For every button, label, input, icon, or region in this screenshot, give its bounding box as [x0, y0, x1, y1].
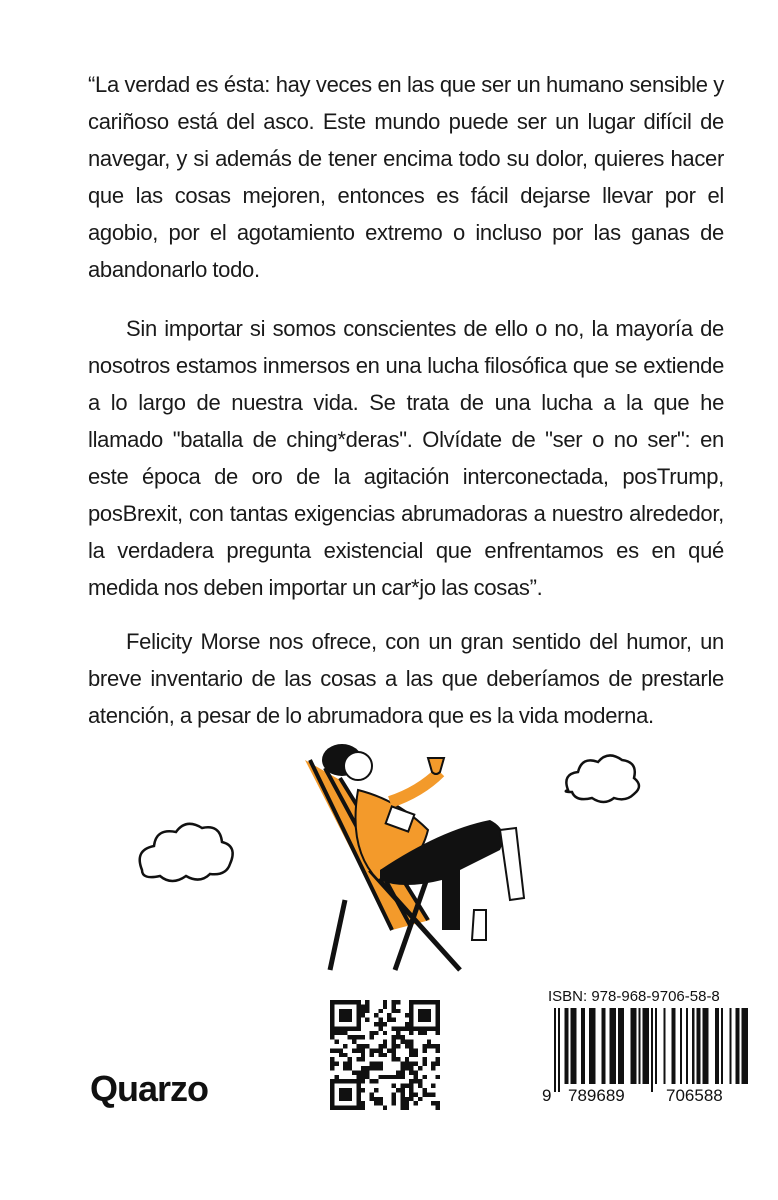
back-cover-blurb: [88, 66, 724, 734]
barcode-bar: [703, 1008, 709, 1084]
barcode-bar: [742, 1008, 748, 1084]
isbn-label: ISBN: 978-968-9706-58-8: [548, 988, 720, 1005]
barcode-bar: [663, 1008, 665, 1084]
blurb-paragraph: Sin importar si somos conscientes de ello o no, la mayoría de nosotros estamos inmersos en una lucha filosófica que se extiende a lo largo de nuestra vida. Se trata de una lucha a la que he llamado "batalla de ching*deras". Olvídate de "ser o no ser": en este época de oro de la agitación interconectada, posTrump, posBrexit, con tantas exigencias abrumadoras a nuestro alrededor, la verdadera pregunta existencial que enfrentamos es en qué medida nos deben importar un car*jo las cosas”.: [88, 316, 724, 600]
cloud-right-icon: [566, 755, 639, 802]
barcode-bar: [721, 1008, 723, 1084]
barcode-bar: [696, 1008, 700, 1084]
barcode-bar: [643, 1008, 649, 1084]
barcode-bar: [736, 1008, 740, 1084]
barcode-bar: [715, 1008, 719, 1084]
barcode-bar: [589, 1008, 595, 1084]
barcode-bars: [554, 1008, 750, 1092]
barcode-bar: [686, 1008, 688, 1084]
barcode-bar: [564, 1008, 568, 1084]
blurb-paragraph: Felicity Morse nos ofrece, con un gran sentido del humor, un breve inventario de las cosas a las que deberíamos de prestarle atención, a pesar de lo abrumadora que es la vida moderna.: [88, 629, 724, 728]
deckchair-illustration: [130, 720, 690, 990]
barcode-bar: [729, 1008, 731, 1084]
barcode-bar: [630, 1008, 636, 1084]
barcode-digits-group-1: 789689: [568, 1086, 625, 1105]
barcode-bar: [571, 1008, 577, 1084]
barcode-bar: [639, 1008, 641, 1084]
barcode-bar: [601, 1008, 605, 1084]
barcode-bar: [581, 1008, 585, 1084]
barcode-bar: [554, 1008, 556, 1092]
barcode-bar: [618, 1008, 624, 1084]
barcode-bar: [680, 1008, 682, 1084]
barcode-bar: [651, 1008, 653, 1092]
cloud-left-icon: [140, 824, 233, 881]
barcode-digit-lead: 9: [542, 1086, 552, 1105]
blurb-paragraph: “La verdad es ésta: hay veces en las que ser un humano sensible y cariñoso está del asco. Este mundo puede ser un lugar difícil de navegar, y si además de tener encima todo su dolor, quieres hacer que las cosas mejoren, entonces es fácil dejarse llevar por el agobio, por el agotamiento extremo o incluso por las ganas de abandonarlo todo.: [88, 72, 724, 282]
barcode-digits-group-2: 706588: [666, 1086, 723, 1105]
barcode-bar: [655, 1008, 657, 1084]
qr-code[interactable]: [330, 1000, 440, 1110]
barcode-bar: [558, 1008, 560, 1092]
isbn-barcode: [540, 988, 752, 1108]
barcode-bar: [672, 1008, 676, 1084]
barcode-bar: [692, 1008, 694, 1084]
woman-in-deckchair-icon: [305, 744, 524, 970]
barcode-bar: [610, 1008, 616, 1084]
publisher-logo: Quarzo: [90, 1068, 209, 1109]
